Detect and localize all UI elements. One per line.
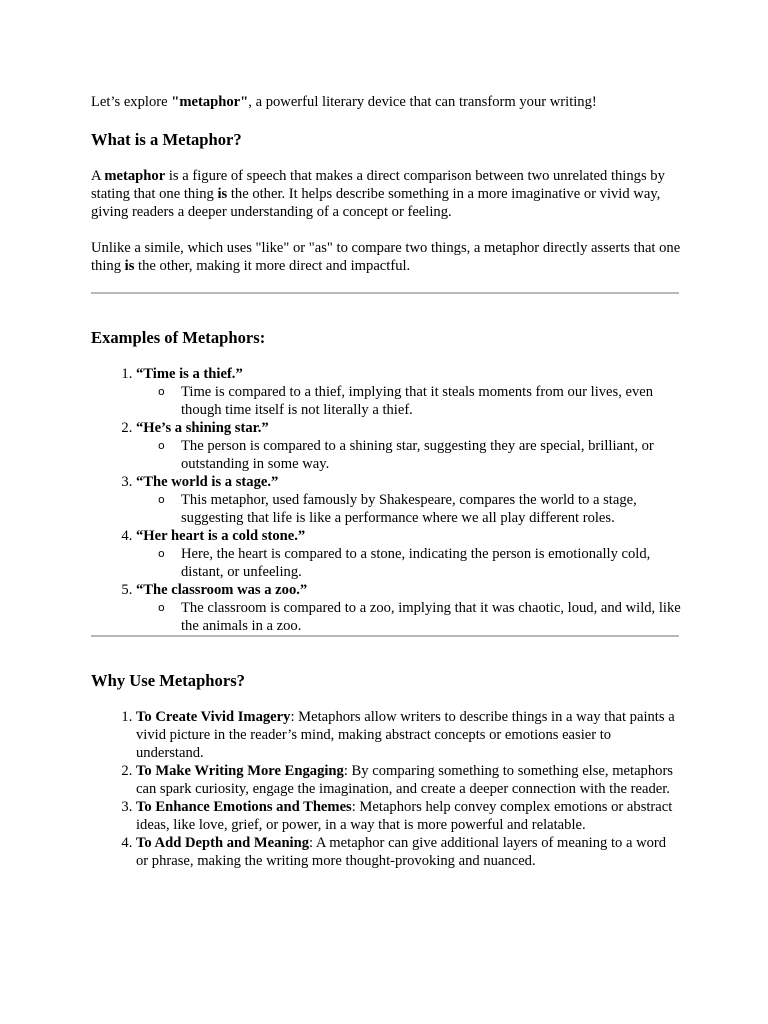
example-title: “Her heart is a cold stone.” xyxy=(136,528,306,544)
example-sublist xyxy=(136,383,681,419)
example-detail: Here, the heart is compared to a stone, indicating the person is emotionally cold, distant, or unfeeling. xyxy=(181,546,651,580)
list-item xyxy=(136,798,681,834)
list-item xyxy=(158,491,681,527)
document-body xyxy=(91,93,681,870)
example-sublist xyxy=(136,599,681,635)
reason-title: To Enhance Emotions and Themes xyxy=(136,799,352,815)
bullet-icon: o xyxy=(158,493,165,506)
reason-text: : By comparing something to something else, metaphors can spark curiosity, engage the imagination, and create a deeper connection with the reader. xyxy=(136,763,673,797)
example-sublist xyxy=(136,491,681,527)
reasons-list xyxy=(91,708,681,870)
list-item xyxy=(136,419,681,473)
example-sublist xyxy=(136,437,681,473)
simile-text-c: the other, making it more direct and impactful. xyxy=(134,258,411,274)
list-item xyxy=(158,437,681,473)
why-heading: Why Use Metaphors? xyxy=(91,671,245,690)
example-detail: The person is compared to a shining star, suggesting they are special, brilliant, or outstanding in some way. xyxy=(181,438,654,472)
intro-text-after: , a powerful literary device that can transform your writing! xyxy=(248,94,597,110)
list-item xyxy=(136,365,681,419)
definition-paragraph xyxy=(91,167,681,221)
reason-title: To Add Depth and Meaning xyxy=(136,835,310,851)
list-item xyxy=(158,599,681,635)
intro-bold-term: "metaphor" xyxy=(171,94,249,110)
examples-heading: Examples of Metaphors: xyxy=(91,328,266,347)
list-item xyxy=(136,473,681,527)
reason-text: : A metaphor can give additional layers of meaning to a word or phrase, making the writing more thought-provoking and nuanced. xyxy=(136,835,667,869)
example-detail: The classroom is compared to a zoo, implying that it was chaotic, loud, and wild, like the animals in a zoo. xyxy=(181,600,681,634)
definition-text-a: A xyxy=(91,168,105,184)
simile-text-a: Unlike a simile, which uses "like" or "as" to compare two things, a metaphor directly asserts that one thing xyxy=(91,240,681,274)
bullet-icon: o xyxy=(158,601,165,614)
definition-text-d: the other. It helps describe something in a more imaginative or vivid way, giving readers a deeper understanding of a concept or feeling. xyxy=(91,186,661,220)
reason-text: : Metaphors allow writers to describe things in a way that paints a vivid picture in the reader’s mind, making abstract concepts or emotions easier to understand. xyxy=(136,709,675,761)
example-sublist xyxy=(136,545,681,581)
bullet-icon: o xyxy=(158,385,165,398)
list-item xyxy=(136,708,681,762)
example-title: “Time is a thief.” xyxy=(136,366,243,382)
simile-paragraph xyxy=(91,239,681,275)
intro-text-before: Let’s explore xyxy=(91,94,172,110)
reason-title: To Make Writing More Engaging xyxy=(136,763,344,779)
list-item xyxy=(136,581,681,635)
intro-paragraph xyxy=(91,93,681,111)
list-item xyxy=(158,383,681,419)
what-heading: What is a Metaphor? xyxy=(91,130,242,149)
reason-title: To Create Vivid Imagery xyxy=(136,709,291,725)
example-title: “He’s a shining star.” xyxy=(136,420,269,436)
bullet-icon: o xyxy=(158,439,165,452)
examples-list xyxy=(91,365,681,635)
definition-bold-is: is xyxy=(217,186,228,202)
reason-text: : Metaphors help convey complex emotions or abstract ideas, like love, grief, or power, in a way that is more powerful and relatable. xyxy=(136,799,673,833)
example-detail: Time is compared to a thief, implying that it steals moments from our lives, even though time itself is not literally a thief. xyxy=(181,384,654,418)
example-title: “The world is a stage.” xyxy=(136,474,279,490)
definition-text-c: is a figure of speech that makes a direct comparison between two unrelated things by stating that one thing xyxy=(91,168,665,202)
list-item xyxy=(136,834,681,870)
bullet-icon: o xyxy=(158,547,165,560)
list-item xyxy=(136,527,681,581)
simile-bold-is: is xyxy=(124,258,135,274)
definition-bold-metaphor: metaphor xyxy=(104,168,166,184)
list-item xyxy=(136,762,681,798)
example-title: “The classroom was a zoo.” xyxy=(136,582,308,598)
horizontal-divider xyxy=(91,292,679,294)
horizontal-divider xyxy=(91,635,679,637)
list-item xyxy=(158,545,681,581)
example-detail: This metaphor, used famously by Shakespeare, compares the world to a stage, suggesting that life is like a performance where we all play different roles. xyxy=(181,492,637,526)
